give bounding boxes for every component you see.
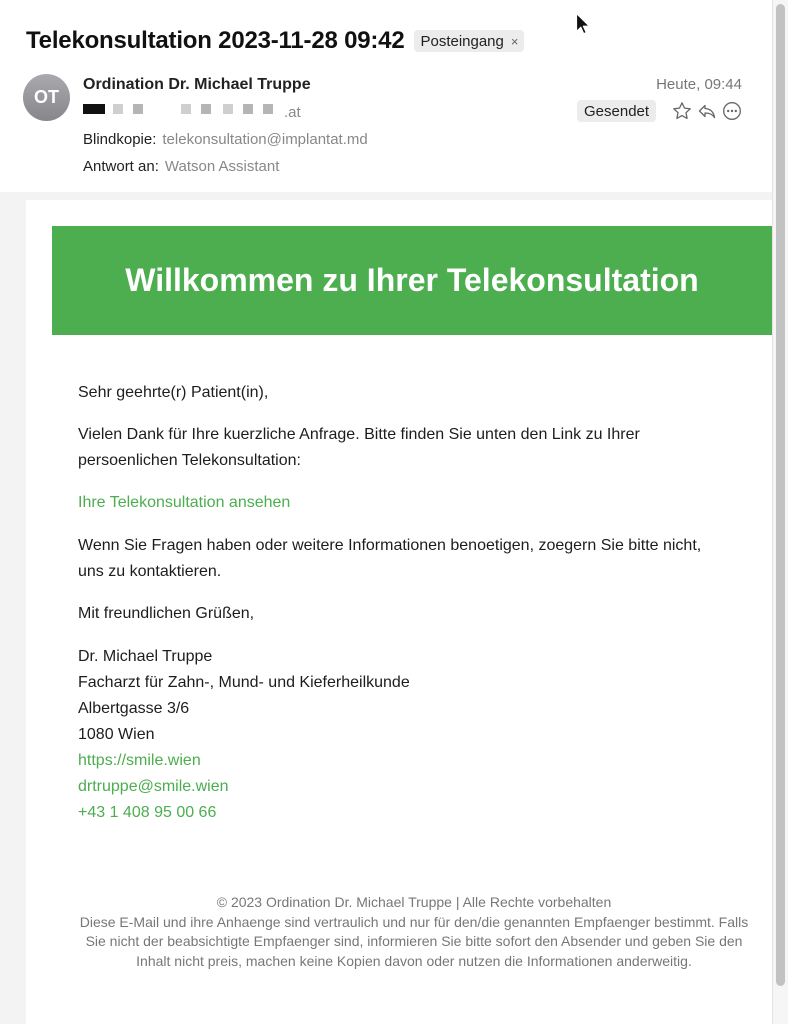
bcc-row (83, 131, 368, 148)
banner-title: Willkommen zu Ihrer Telekonsultation (125, 262, 699, 298)
message-card (26, 200, 772, 1024)
signature-name: Dr. Michael Truppe (78, 648, 213, 665)
avatar: OT (23, 74, 70, 121)
bcc-value[interactable]: telekonsultation@implantat.md (162, 131, 368, 148)
message-date: Heute, 09:44 (656, 76, 742, 93)
signature-street: Albertgasse 3/6 (78, 700, 190, 717)
sender-name[interactable]: Ordination Dr. Michael Truppe (83, 76, 311, 93)
vertical-scrollbar[interactable] (772, 0, 788, 1024)
signature-city: 1080 Wien (78, 726, 155, 743)
email-footer (78, 893, 750, 971)
mailbox-tag[interactable] (414, 30, 524, 52)
mailbox-tag-label: Posteingang (420, 32, 504, 50)
teleconsultation-link[interactable]: Ihre Telekonsultation ansehen (78, 494, 291, 511)
more-icon[interactable] (721, 100, 743, 122)
welcome-banner (52, 226, 772, 335)
redaction-block (181, 104, 191, 114)
redaction-block (243, 104, 253, 114)
redaction-block (83, 104, 105, 114)
signature-title: Facharzt für Zahn-, Mund- und Kieferheilkunde (78, 674, 410, 691)
footer-copyright: © 2023 Ordination Dr. Michael Truppe | Alle Rechte vorbehalten (216, 894, 612, 910)
email-link[interactable]: drtruppe@smile.wien (78, 778, 229, 795)
recipient-domain-suffix: .at (284, 104, 301, 121)
bcc-label: Blindkopie: (83, 131, 157, 148)
regards-text: Mit freundlichen Grüßen, (78, 605, 255, 622)
message-area (0, 192, 772, 1024)
mouse-cursor-icon (575, 12, 591, 41)
redaction-block (133, 104, 143, 114)
star-icon[interactable] (671, 100, 693, 122)
redaction-block (223, 104, 233, 114)
redaction-block (201, 104, 211, 114)
redaction-block (263, 104, 273, 114)
recipient-redacted (83, 104, 273, 114)
website-link[interactable]: https://smile.wien (78, 752, 201, 769)
subject-row (26, 27, 524, 55)
phone-link[interactable]: +43 1 408 95 00 66 (78, 804, 217, 821)
close-icon[interactable]: × (510, 33, 519, 49)
message-subject: Telekonsultation 2023-11-28 09:42 (26, 27, 405, 54)
greeting-text: Sehr geehrte(r) Patient(in), (78, 384, 269, 401)
scrollbar-thumb[interactable] (776, 4, 785, 986)
reply-icon[interactable] (696, 100, 718, 122)
reply-to-label: Antwort an: (83, 158, 159, 175)
footer-disclaimer: Diese E-Mail und ihre Anhaenge sind vertraulich und nur für den/die genannten Empfaenger bestimmt. Falls Sie nicht der beabsichtigte Empfaenger sind, informieren Sie bitte sofort den Absender und geben Sie den Inhalt nicht preis, machen keine Kopien davon oder nutzen die Informationen anderweitig. (79, 913, 749, 969)
signature (78, 644, 718, 826)
sent-badge: Gesendet (577, 100, 656, 122)
questions-paragraph: Wenn Sie Fragen haben oder weitere Informationen benoetigen, zoegern Sie bitte nicht, uns zu kontaktieren. (78, 537, 702, 580)
thanks-paragraph: Vielen Dank für Ihre kuerzliche Anfrage. Bitte finden Sie unten den Link zu Ihrer persoenlichen Telekonsultation: (78, 426, 640, 469)
redaction-block (113, 104, 123, 114)
reply-to-row (83, 158, 279, 175)
reply-to-value[interactable]: Watson Assistant (164, 158, 280, 175)
